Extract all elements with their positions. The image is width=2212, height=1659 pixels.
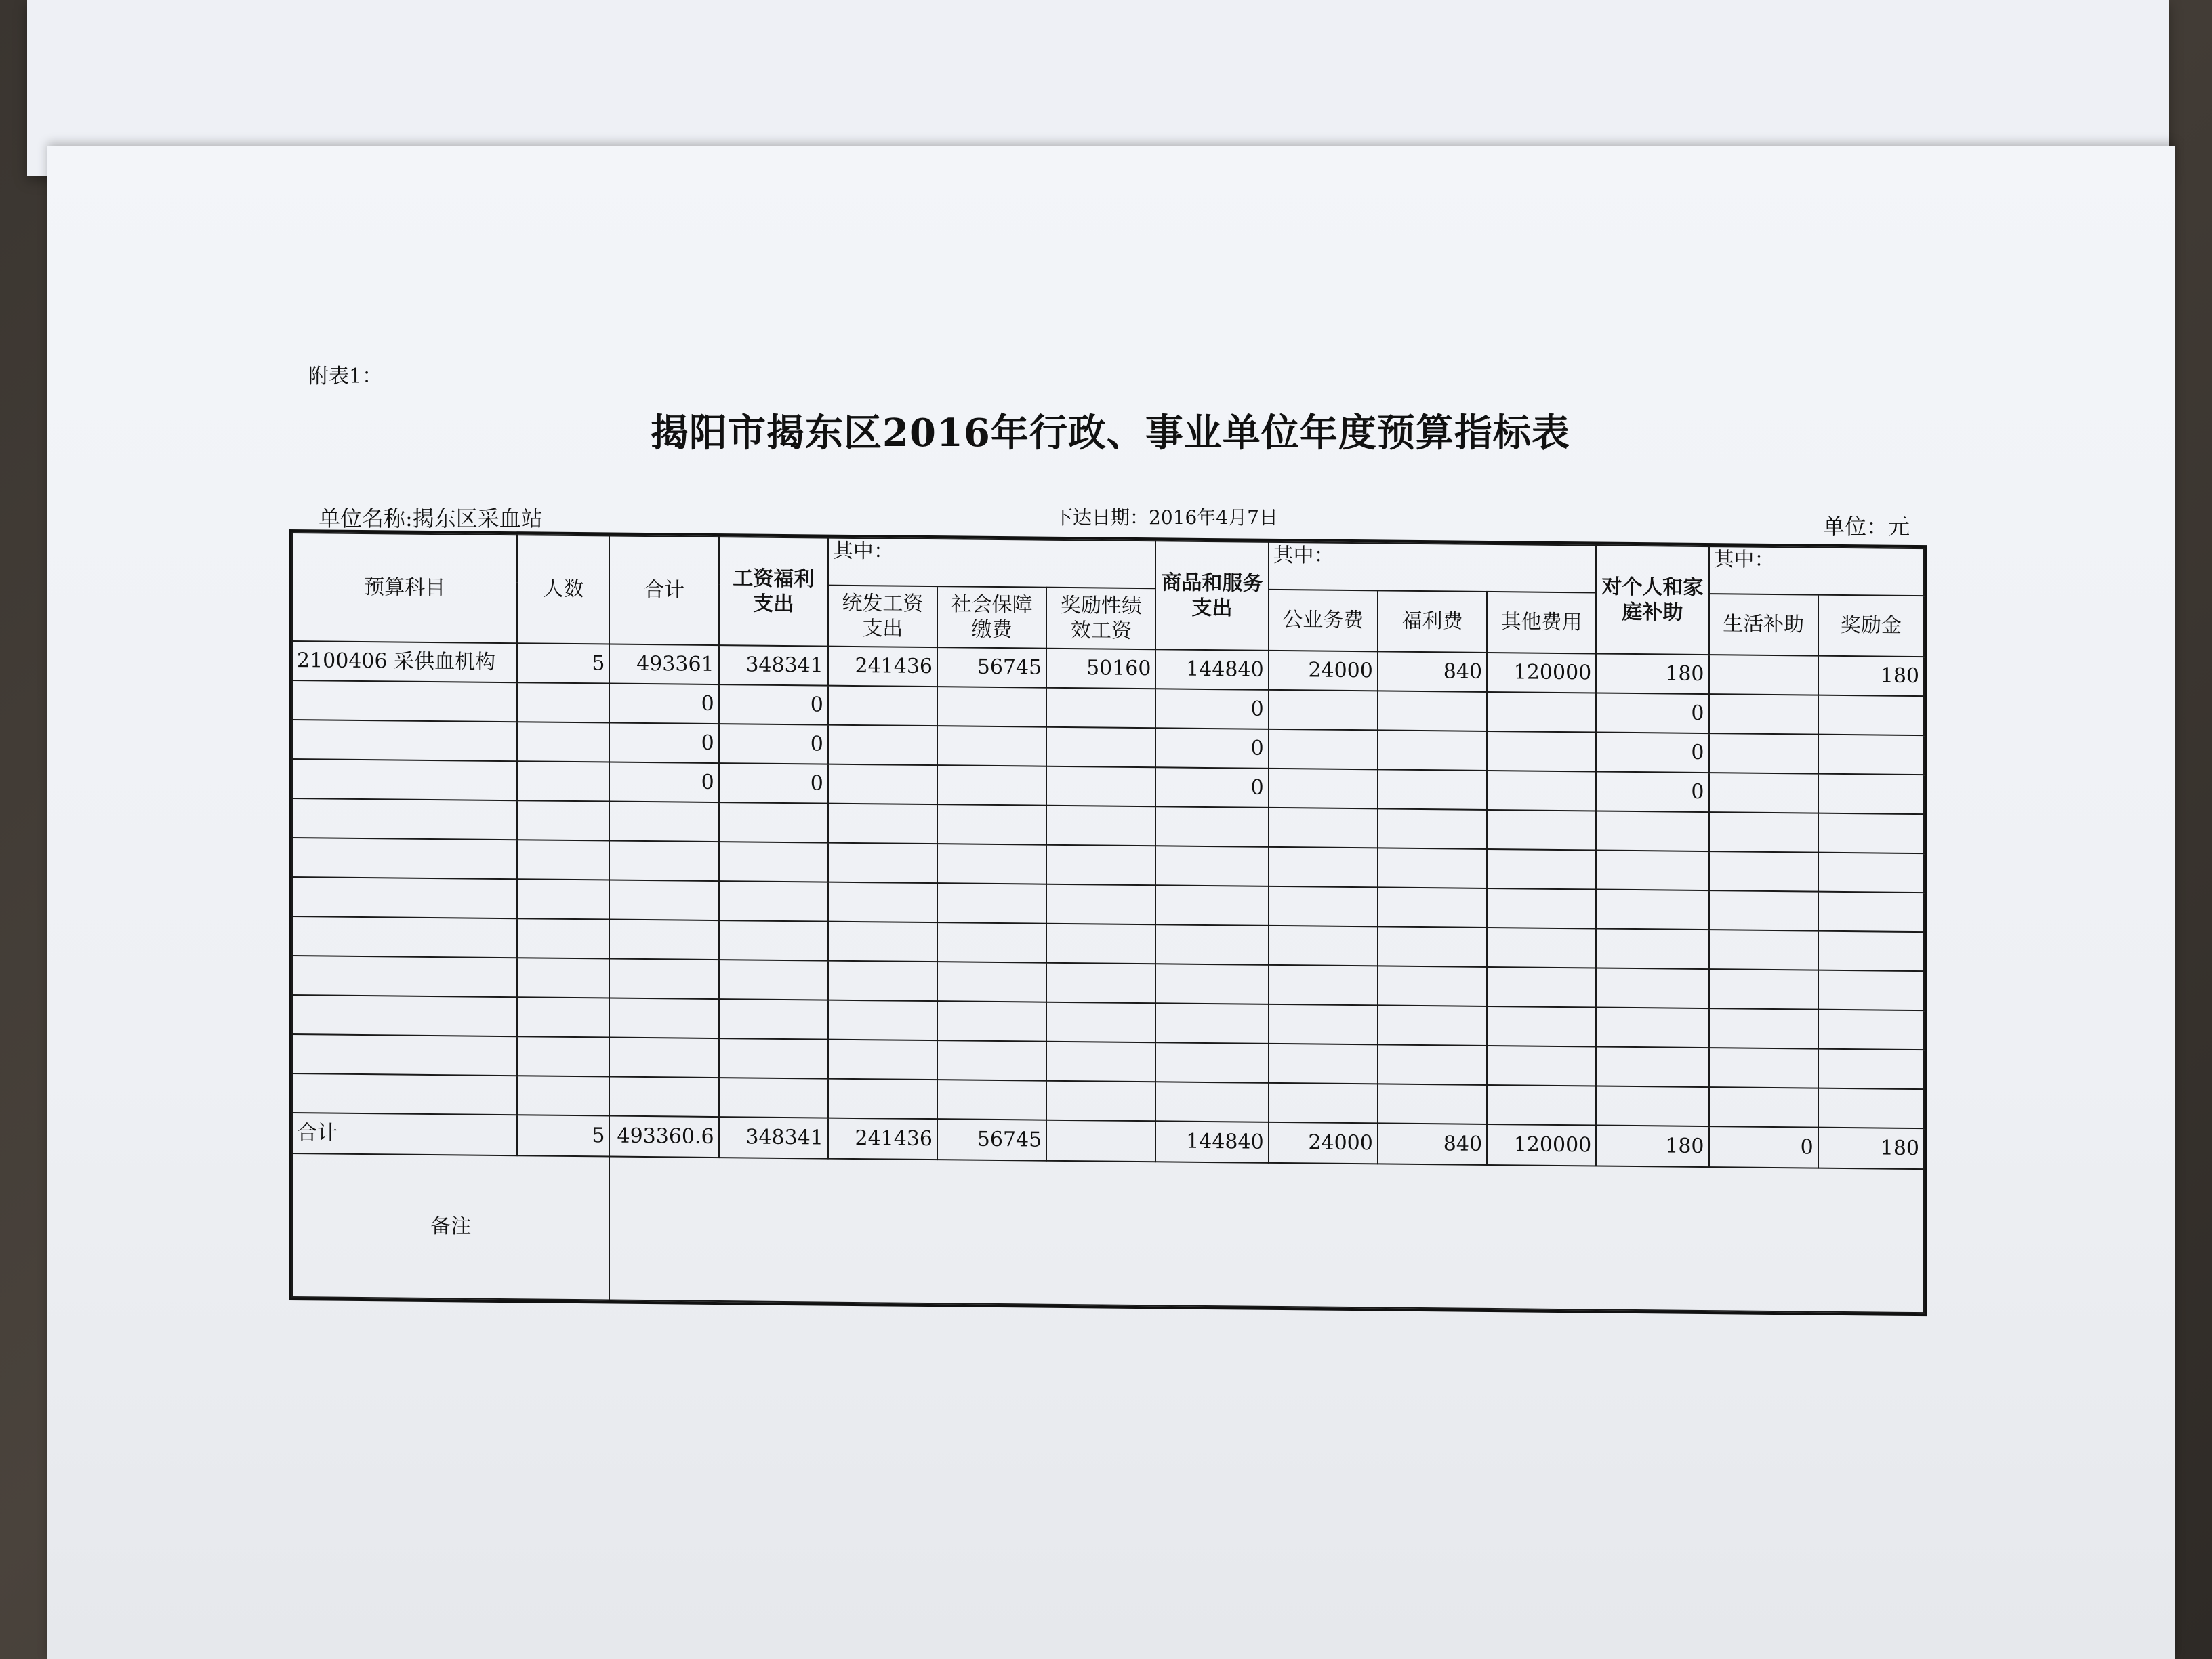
total-value-cell: 24000 [1269,1122,1378,1164]
row-value-cell [1487,849,1596,890]
row-value-cell [1155,1082,1268,1122]
row-value-cell [1155,846,1268,886]
row-subject-cell [292,680,517,722]
row-value-cell [517,879,609,919]
row-value-cell [1709,930,1818,970]
row-value-cell [609,880,718,921]
row-value-cell [937,844,1046,884]
row-subject-cell [292,877,517,918]
total-value-cell: 180 [1818,1128,1924,1170]
row-value-cell [1155,964,1268,1004]
budget-table-container [291,532,1925,1357]
row-value-cell [937,765,1046,806]
row-value-cell [719,920,828,961]
header-individual-household: 对个人和家庭补助 [1596,545,1708,655]
row-value-cell [1818,931,1924,972]
row-value-cell: 0 [1155,728,1268,769]
row-value-cell [1378,730,1487,771]
row-value-cell: 0 [609,723,718,764]
header-goods-services: 商品和服务支出 [1155,541,1268,651]
remark-content [609,1157,1924,1313]
total-value-cell: 56745 [937,1119,1046,1161]
header-subject: 预算科目 [292,533,517,643]
total-value-cell: 0 [1709,1126,1818,1168]
header-office: 公业务费 [1269,590,1378,652]
row-value-cell [1487,888,1596,929]
row-value-cell: 0 [719,684,828,725]
row-value-cell [1596,1086,1708,1126]
header-of-which-1: 其中： [828,538,1156,589]
row-value-cell [1269,808,1378,848]
row-value-cell [517,682,609,722]
row-value-cell: 0 [609,684,718,724]
row-value-cell [1046,884,1155,925]
row-value-cell [1378,966,1487,1006]
row-value-cell [1596,850,1708,890]
header-of-which-2: 其中： [1269,542,1597,593]
row-value-cell [828,922,937,962]
total-label-cell: 合计 [292,1113,517,1155]
total-value-cell: 144840 [1155,1121,1268,1163]
row-value-cell [1378,691,1487,731]
row-value-cell [1487,1085,1596,1126]
row-value-cell [1709,694,1818,735]
row-value-cell [1046,963,1155,1004]
row-value-cell: 24000 [1269,651,1378,691]
row-value-cell: 180 [1818,656,1924,697]
row-value-cell [1046,924,1155,964]
row-value-cell [1596,811,1708,851]
row-value-cell [1487,771,1596,811]
header-performance-pay: 奖励性绩效工资 [1046,588,1155,650]
row-subject-cell [292,720,517,761]
row-value-cell [517,958,609,998]
row-value-cell [828,882,937,923]
budget-table [291,532,1925,1313]
row-value-cell [937,1040,1046,1081]
row-subject-cell [292,759,517,800]
row-value-cell [1487,731,1596,772]
row-value-cell [517,840,609,880]
row-value-cell [1155,1003,1268,1044]
row-value-cell [1487,967,1596,1008]
row-value-cell [1155,806,1268,847]
row-value-cell [1709,1008,1818,1049]
row-value-cell [609,1038,718,1078]
row-value-cell [1487,1006,1596,1047]
row-value-cell [1818,892,1924,933]
row-subject-cell [292,995,517,1036]
row-value-cell [609,1077,718,1118]
row-value-cell [1818,774,1924,815]
header-social-security: 社会保障缴费 [937,586,1046,649]
row-value-cell: 180 [1596,653,1708,694]
header-people: 人数 [517,535,609,644]
row-value-cell [1818,853,1924,893]
row-value-cell: 0 [1155,767,1268,808]
row-value-cell [828,843,937,884]
row-value-cell [1269,926,1378,966]
row-value-cell [1818,1010,1924,1050]
row-value-cell [1818,1049,1924,1090]
row-value-cell: 0 [1596,732,1708,773]
row-value-cell [1269,1044,1378,1084]
row-value-cell [517,722,609,762]
row-value-cell [937,687,1046,727]
remark-row [292,1153,1924,1313]
header-of-which-3: 其中： [1709,546,1925,596]
row-value-cell: 5 [517,643,609,683]
unit-name: 单位名称:揭东区采血站 [319,506,543,531]
row-value-cell [1709,812,1818,853]
row-value-cell [937,726,1046,766]
header-other: 其他费用 [1487,592,1596,654]
row-value-cell [1709,1048,1818,1088]
header-bonus: 奖励金 [1818,595,1924,657]
row-value-cell [1046,1042,1155,1082]
row-value-cell [828,686,937,726]
row-value-cell [828,961,937,1002]
row-value-cell [1046,688,1155,729]
row-value-cell [1046,766,1155,807]
row-value-cell [828,1079,937,1120]
row-value-cell [937,804,1046,845]
row-value-cell [937,922,1046,963]
row-value-cell [1155,1042,1268,1083]
total-value-cell: 120000 [1487,1124,1596,1166]
total-value-cell: 348341 [719,1117,828,1159]
row-value-cell [1046,727,1155,768]
row-value-cell: 0 [1596,693,1708,733]
row-value-cell [937,962,1046,1002]
row-value-cell [828,1000,937,1041]
row-value-cell: 120000 [1487,653,1596,693]
row-value-cell: 348341 [719,645,828,686]
row-value-cell [1269,847,1378,888]
row-value-cell [1269,965,1378,1006]
row-value-cell [1269,690,1378,731]
row-value-cell [1046,845,1155,886]
row-value-cell [719,999,828,1040]
row-value-cell [828,764,937,805]
row-value-cell: 0 [609,762,718,803]
row-subject-cell [292,916,517,958]
row-value-cell [1709,890,1818,931]
row-subject-cell [292,1073,517,1115]
row-value-cell: 0 [719,724,828,764]
total-value-cell: 840 [1378,1123,1487,1165]
row-value-cell: 50160 [1046,649,1155,689]
total-value-cell: 180 [1596,1125,1708,1167]
row-value-cell [1269,886,1378,927]
row-value-cell [517,761,609,801]
row-value-cell [1596,1007,1708,1048]
row-value-cell [1046,1002,1155,1043]
row-value-cell [609,920,718,960]
row-value-cell [1818,735,1924,775]
row-value-cell [1709,851,1818,892]
table-body [292,641,1924,1128]
row-value-cell: 840 [1378,651,1487,692]
row-value-cell [828,1040,937,1080]
row-subject-cell [292,798,517,840]
total-value-cell: 493360.6 [609,1116,718,1158]
row-value-cell [1818,1088,1924,1129]
total-value-cell: 5 [517,1115,609,1156]
header-salary-welfare: 工资福利支出 [719,537,828,647]
row-value-cell [1378,1044,1487,1085]
row-subject-cell [292,956,517,997]
row-value-cell [937,1080,1046,1120]
row-value-cell [1269,729,1378,770]
row-value-cell [1596,1046,1708,1087]
row-value-cell [1378,769,1487,810]
header-total: 合计 [609,536,718,646]
row-value-cell [517,1036,609,1076]
row-subject-cell [292,1034,517,1076]
header-living-subsidy: 生活补助 [1709,594,1818,656]
row-value-cell [1269,1083,1378,1124]
row-value-cell [1487,928,1596,968]
row-value-cell: 0 [719,763,828,804]
row-value-cell [609,802,718,842]
row-value-cell [1046,1081,1155,1122]
row-value-cell [1818,695,1924,736]
row-value-cell [1596,968,1708,1008]
row-value-cell [517,918,609,958]
row-value-cell [937,883,1046,924]
row-value-cell [1378,926,1487,967]
row-value-cell [1378,887,1487,928]
row-value-cell [1155,885,1268,926]
row-value-cell [719,881,828,922]
row-value-cell: 493361 [609,644,718,685]
row-value-cell [1269,769,1378,809]
row-value-cell: 56745 [937,647,1046,688]
row-subject-cell [292,838,517,879]
row-subject-cell: 2100406 采供血机构 [292,641,517,682]
attachment-label: 附表1： [308,365,383,388]
row-value-cell [828,725,937,766]
row-value-cell [828,804,937,844]
row-value-cell [719,802,828,843]
row-value-cell [609,841,718,882]
row-value-cell: 144840 [1155,649,1268,690]
row-value-cell [1487,1046,1596,1086]
row-value-cell [1596,889,1708,930]
row-value-cell [1269,1004,1378,1045]
row-value-cell [1487,810,1596,851]
issue-date: 下达日期：2016年4月7日 [1054,506,1278,529]
row-value-cell [937,1001,1046,1042]
row-value-cell [1378,1084,1487,1124]
row-value-cell [1818,813,1924,854]
row-value-cell [719,842,828,882]
row-value-cell [517,800,609,840]
row-value-cell [719,960,828,1000]
row-value-cell [719,1078,828,1118]
row-value-cell [1378,1005,1487,1046]
row-value-cell [1709,733,1818,774]
row-value-cell [1378,808,1487,849]
header-basic-pay: 统发工资支出 [828,586,937,648]
row-value-cell [1596,928,1708,969]
row-value-cell [1818,970,1924,1011]
row-value-cell: 0 [1596,771,1708,812]
row-value-cell [1709,969,1818,1010]
row-value-cell [1487,692,1596,733]
total-value-cell [1046,1120,1155,1162]
row-value-cell [609,959,718,1000]
document-title: 揭阳市揭东区2016年行政、事业单位年度预算指标表 [651,411,1570,455]
row-value-cell [1046,806,1155,846]
currency-unit: 单位：元 [1823,514,1910,539]
row-value-cell [1709,655,1818,695]
header-welfare: 福利费 [1378,590,1487,653]
row-value-cell [1709,773,1818,813]
row-value-cell [517,1076,609,1115]
row-value-cell [1378,848,1487,888]
row-value-cell: 241436 [828,647,937,687]
total-value-cell: 241436 [828,1118,937,1160]
row-value-cell [719,1038,828,1079]
row-value-cell [1155,924,1268,965]
remark-label: 备注 [292,1153,609,1300]
row-value-cell: 0 [1155,689,1268,729]
row-value-cell [517,997,609,1037]
row-value-cell [1709,1087,1818,1128]
row-value-cell [609,998,718,1039]
